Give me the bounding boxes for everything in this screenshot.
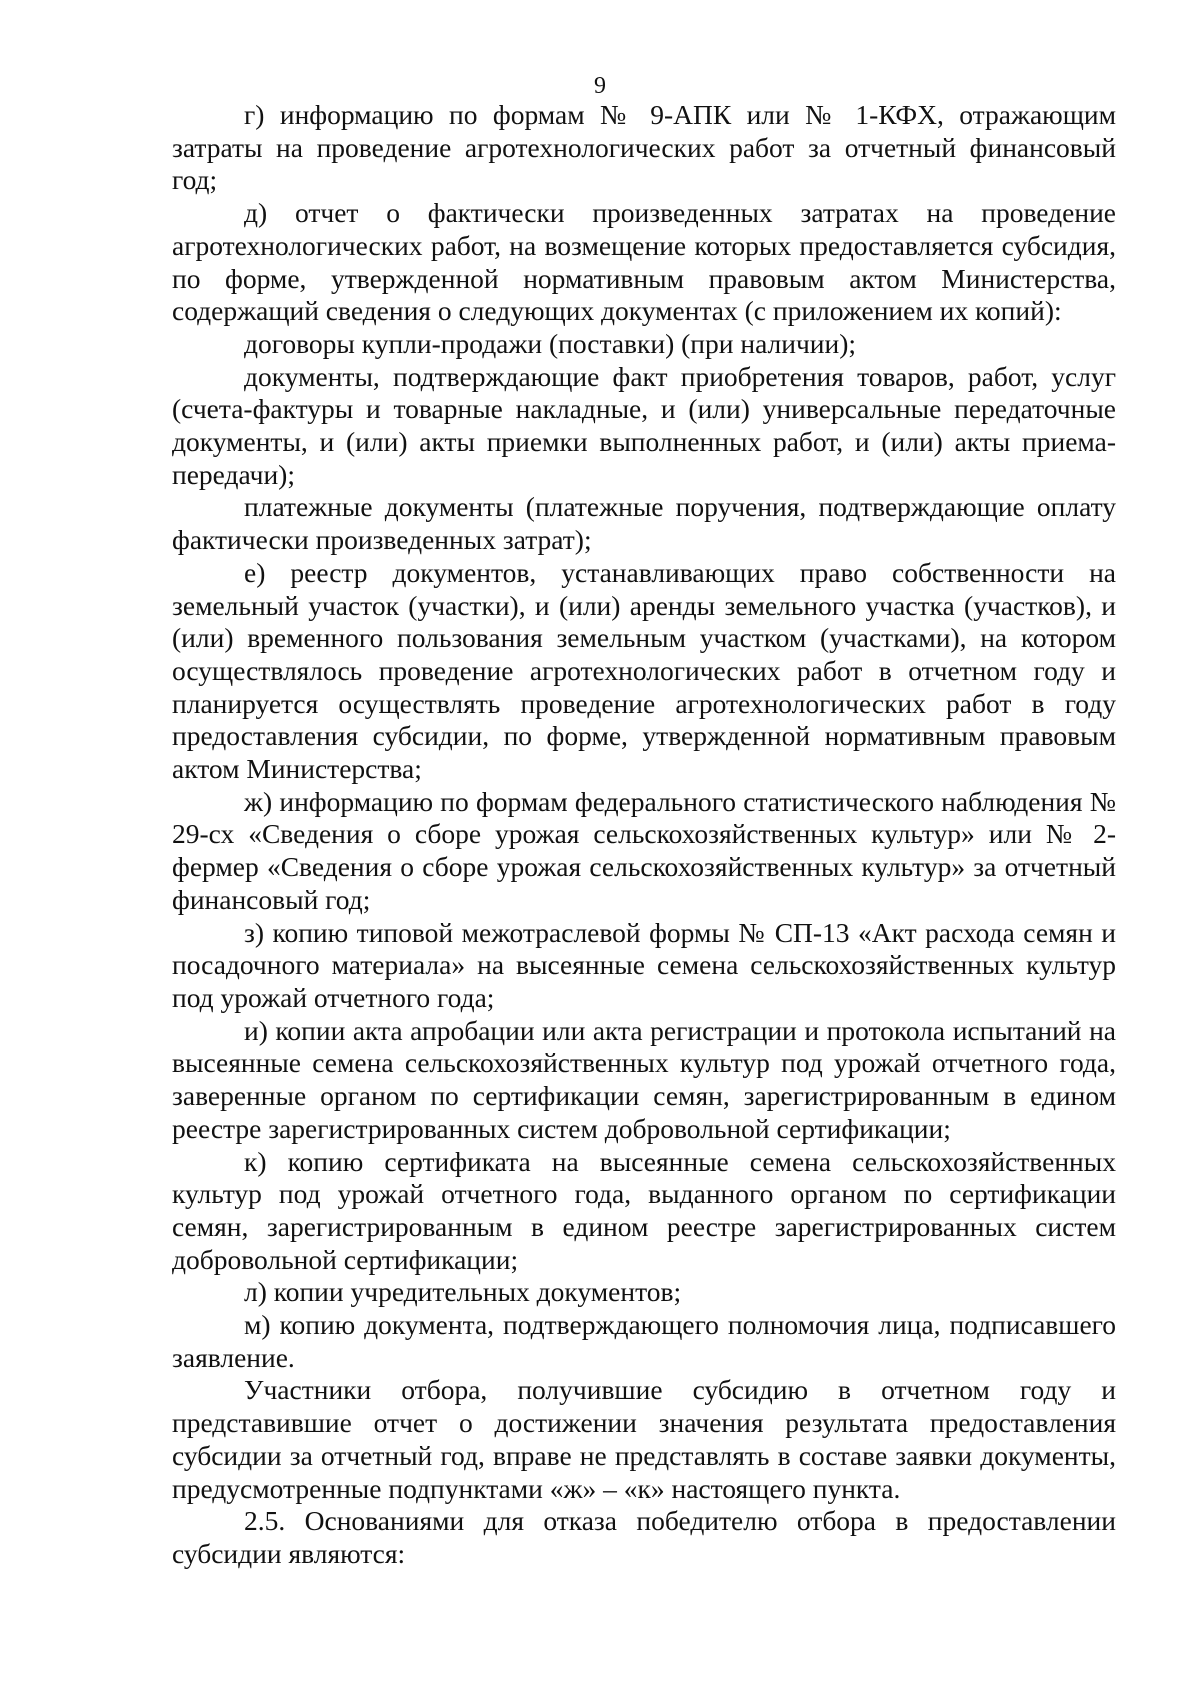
paragraph-item-e: е) реестр документов, устанавливающих право собственности на земельный участок (участки), и (или) аренды земельного участка (участков), и (или) временного пользования земельным участком (участками), на котором осуществлялось проведение агротехнологических работ в отчетном году и планируется осуществлять проведение агротехнологических работ в году предоставления субсидии, по форме, утвержденной нормативным правовым актом Министерства; [172, 556, 1116, 785]
paragraph-item-k: к) копию сертификата на высеянные семена сельскохозяйственных культур под урожай отчетного года, выданного органом по сертификации семян, зарегистрированным в едином реестре зарегистрированных систем добровольной сертификации; [172, 1145, 1116, 1275]
paragraph-contracts: договоры купли-продажи (поставки) (при наличии); [244, 327, 857, 359]
paragraph-item-z: з) копию типовой межотраслевой формы № СП-13 «Акт расхода семян и посадочного материала» на высеянные семена сельскохозяйственных культур под урожай отчетного года; [172, 916, 1116, 1013]
page-number: 9 [594, 73, 606, 99]
paragraph-item-m: м) копию документа, подтверждающего полномочия лица, подписавшего заявление. [172, 1309, 1116, 1373]
paragraph-purchase-documents: документы, подтверждающие факт приобретения товаров, работ, услуг (счета-фактуры и товарные накладные, и (или) универсальные передаточные документы, и (или) акты приемки выполненных работ, и (или) акты приема-передачи); [172, 360, 1116, 490]
paragraph-item-zh: ж) информацию по формам федерального статистического наблюдения № 29-сх «Сведения о сборе урожая сельскохозяйственных культур» или № 2-фермер «Сведения о сборе урожая сельскохозяйственных культур» за отчетный финансовый год; [172, 785, 1116, 915]
paragraph-item-l: л) копии учредительных документов; [244, 1276, 682, 1308]
paragraph-item-i: и) копии акта апробации или акта регистрации и протокола испытаний на высеянные семена сельскохозяйственных культур под урожай отчетного года, заверенные органом по сертификации семян, зарегистрированным в едином реестре зарегистрированных систем добровольной сертификации; [172, 1014, 1116, 1144]
paragraph-participants: Участники отбора, получившие субсидию в отчетном году и представившие отчет о достижении значения результата предоставления субсидии за отчетный год, вправе не представлять в составе заявки документы, предусмотренные подпунктами «ж» – «к» настоящего пункта. [172, 1374, 1116, 1504]
paragraph-item-d: д) отчет о фактически произведенных затратах на проведение агротехнологических работ, на возмещение которых предоставляется субсидия, по форме, утвержденной нормативным правовым актом Министерства, содержащий сведения о следующих документах (с приложением их копий): [172, 197, 1116, 327]
document-body [172, 99, 1116, 1571]
paragraph-payment-documents: платежные документы (платежные поручения, подтверждающие оплату фактически произведенных затрат); [172, 491, 1116, 556]
paragraph-section-2-5: 2.5. Основаниями для отказа победителю отбора в предоставлении субсидии являются: [172, 1505, 1116, 1569]
paragraph-item-g: г) информацию по формам № 9-АПК или № 1-КФХ, отражающим затраты на проведение агротехнологических работ за отчетный финансовый год; [172, 99, 1116, 196]
